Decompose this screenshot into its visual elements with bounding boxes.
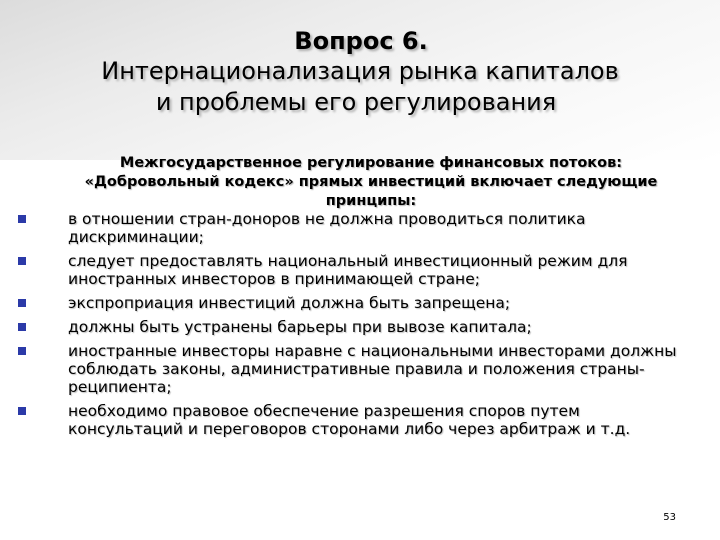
bullet-list xyxy=(18,210,688,444)
list-item xyxy=(18,210,688,246)
list-item-text: следует предоставлять национальный инвестиционный режим для иностранных инвесторов в принимающей стране; xyxy=(68,252,628,288)
list-item-text: в отношении стран-доноров не должна проводиться политика дискриминации; xyxy=(68,210,586,246)
list-item-text: экспроприация инвестиций должна быть запрещена; xyxy=(68,294,511,312)
subheading: Межгосударственное регулирование финансовых потоков: «Добровольный кодекс» прямых инвестиций включает следующие принципы: xyxy=(84,155,658,209)
bullet-square-icon xyxy=(18,347,26,355)
list-item xyxy=(18,294,688,312)
list-item xyxy=(18,252,688,288)
list-item xyxy=(18,342,688,396)
bullet-square-icon xyxy=(18,299,26,307)
list-item-text: необходимо правовое обеспечение разрешения споров путем консультаций и переговоров сторонами либо через арбитраж и т.д. xyxy=(68,402,631,438)
title-line-3: и проблемы его регулирования xyxy=(155,88,557,116)
list-item xyxy=(18,402,688,438)
list-item-text: должны быть устранены барьеры при вывозе капитала; xyxy=(68,318,532,336)
bullet-square-icon xyxy=(18,215,26,223)
title-line-2: Интернационализация рынка капиталов xyxy=(101,57,619,85)
bullet-square-icon xyxy=(18,407,26,415)
title-question-number: Вопрос 6. xyxy=(294,27,428,55)
slide-title xyxy=(0,26,720,118)
page-number: 53 xyxy=(663,512,676,523)
list-item xyxy=(18,318,688,336)
bullet-square-icon xyxy=(18,257,26,265)
bullet-square-icon xyxy=(18,323,26,331)
list-item-text: иностранные инвесторы наравне с национальными инвесторами должны соблюдать законы, административные правила и положения страны-реципиента; xyxy=(68,342,677,396)
